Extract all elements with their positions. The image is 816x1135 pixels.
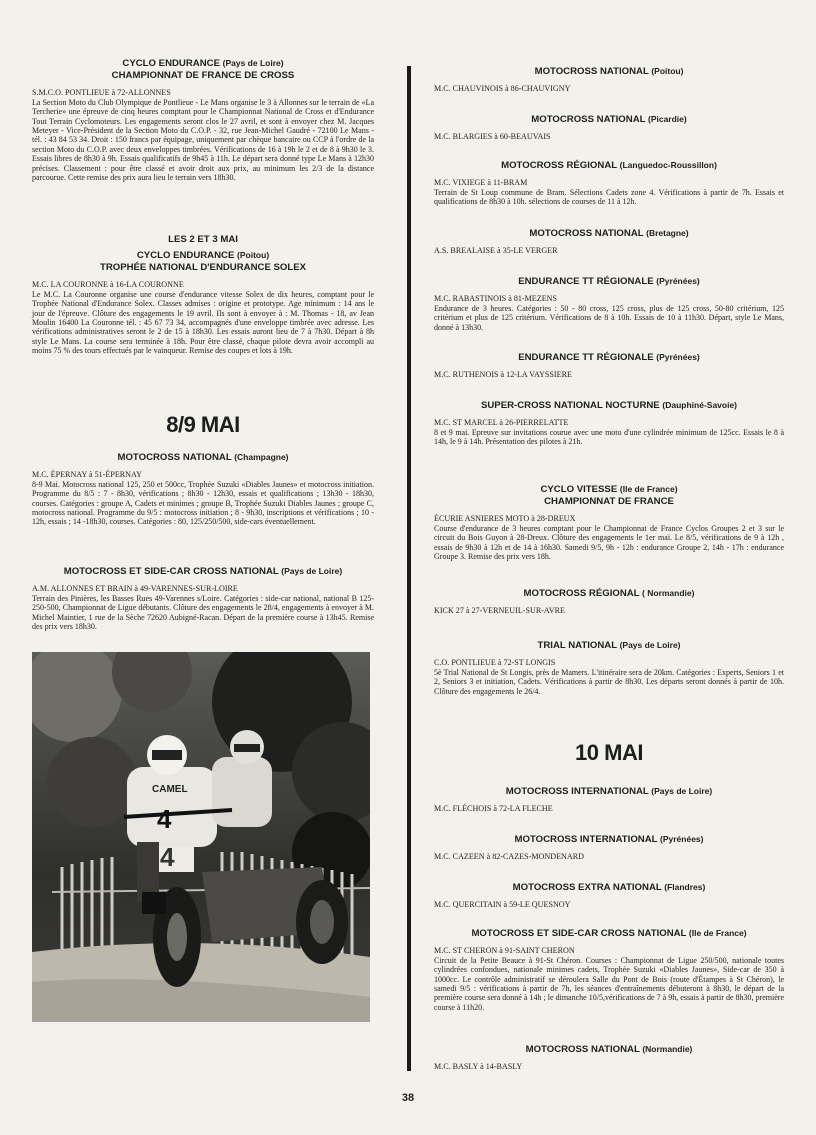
column-divider [407, 66, 411, 1071]
event-listing [434, 352, 784, 380]
organizer-club: M.C. ÉPERNAY à 51-ÉPERNAY [32, 469, 142, 479]
event-listing [32, 250, 374, 356]
event-region: (Flandres) [664, 882, 706, 892]
event-region: (Pays de Loire) [651, 786, 713, 796]
event-listing [434, 400, 784, 447]
event-heading [434, 1044, 784, 1056]
event-region: (Pays de Loire) [281, 566, 343, 576]
event-region: (Ile de France) [619, 484, 678, 494]
event-region: (Languedoc-Roussillon) [619, 160, 717, 170]
event-title: MOTOCROSS RÉGIONAL [523, 588, 640, 599]
event-title: MOTOCROSS NATIONAL [117, 452, 232, 463]
event-subtitle: CHAMPIONNAT DE FRANCE [544, 495, 674, 507]
event-listing [434, 588, 784, 616]
event-region: (Poitou) [651, 66, 684, 76]
event-description: 5è Trial National de St Longis, près de Mamers. L'itinéraire sera de 20km. Catégories : Experts, Seniors 1 et 2, Seniors 3 et initiation, Cadets. Vérifications à partir de 8h30. Les départs seront donnés à partir de 10h. Clôture des engagements le 26/4. [434, 667, 784, 696]
event-region: (Pyrénées) [656, 276, 700, 286]
event-heading [434, 484, 784, 496]
event-listing [434, 834, 784, 862]
event-heading [434, 352, 784, 364]
organizer-club: M.C. RABASTINOIS à 81-MEZENS [434, 293, 557, 303]
organizer-club: M.C. ST MARCEL à 26-PIERRELATTE [434, 417, 569, 427]
event-heading [434, 66, 784, 78]
event-description: Endurance de 3 heures. Catégories : 50 - 80 cross, 125 cross, plus de 125 cross, 50-80 critérium, 125 critérium et plus de 125 critérium. Vérifications de 8 à 10h. Essais de 10 à 11h30. Départ, style Le Mans, donné à 13h30. [434, 303, 784, 332]
event-title: MOTOCROSS ET SIDE-CAR CROSS NATIONAL [471, 928, 687, 939]
event-title: MOTOCROSS NATIONAL [529, 228, 644, 239]
event-heading [434, 588, 784, 600]
organizer-club: KICK 27 à 27-VERNEUIL-SUR-AVRE [434, 605, 565, 615]
event-heading [32, 250, 374, 262]
event-title: MOTOCROSS NATIONAL [525, 1044, 640, 1055]
organizer-club: M.C. QUERCITAIN à 59-LE QUESNOY [434, 899, 571, 909]
organizer-club: M.C. BASLY à 14-BASLY [434, 1061, 523, 1071]
event-region: (Normandie) [642, 1044, 693, 1054]
organizer-club: M.C. RUTHENOIS à 12-LA VAYSSIERE [434, 369, 572, 379]
event-title: MOTOCROSS INTERNATIONAL [514, 834, 658, 845]
event-title: MOTOCROSS INTERNATIONAL [505, 786, 649, 797]
event-title: MOTOCROSS ET SIDE-CAR CROSS NATIONAL [63, 566, 279, 577]
event-description: La Section Moto du Club Olympique de Pontlieue - Le Mans organise le 3 à Allonnes sur le terrain de «La Tercherie» une épreuve de cinq heures comptant pour le Championnat National de Cross et d'Endurance Tout Terrain Cyclomoteurs. Les engagements seront clos le 27 avril, et sont à envoyer chez M. Jacques Meteyer - Vice-Président de la Section Moto du C.O.P. - 32, rue Jean-Michel Gaudré - 72100 Le Mans - tél. : 43 84 53 34. Droit : 150 francs par équipage, uniquement par chèque bancaire ou CCP à l'ordre de la section Moto du C.O.P. avec deux enveloppes timbrées. Vérifications de 16 à 19h le 2 et de 8 à 9h30 le 3. Essais libres de 8h30 à 9h. Essais qualificatifs de 9h45 à 11h. Le départ sera donné type Le Mans à 12h30 précises. Classement : pour être classé et avoir droit aux prix, au minimum les 2/3 de la distance parcourue. Cette remise des prix aura lieu le terrain vers 18h30. [32, 97, 374, 183]
event-title: CYCLO ENDURANCE [122, 58, 220, 69]
date-heading [32, 412, 374, 438]
date-subheading-text: LES 2 ET 3 MAI [168, 234, 238, 245]
date-subheading [32, 234, 374, 246]
page-number: 38 [401, 1092, 415, 1104]
organizer-club: M.C. CAZEEN à 82-CAZES-MONDENARD [434, 851, 584, 861]
event-description: 8-9 Mai. Motocross national 125, 250 et 500cc, Trophée Suzuki «Diables Jaunes» et motocross initiation. Programme du 8/5 : 7 - 8h30, vérifications ; 8h30 - 12h30, essais et qualifications ; 13h30 - 18h30, courses. Catégories : groupe A, Cadets et minimes ; groupe B, Trophée Suzuki Diables Jaunes ; groupe C, motocross national. Programme du 9/5 : motocross initiation ; 8 - 9h30, inscriptions et vérifications ; 10 - 12h, essais ; 14 -18h30, courses. Catégories : 80, 125/250/500, side-cars éventuellement. [32, 479, 374, 527]
organizer-club: M.C. VIXIEGE à 11-BRAM [434, 177, 528, 187]
plate-race-number: 4 [160, 842, 175, 872]
date-heading-text: 8/9 MAI [166, 412, 240, 437]
event-title: TRIAL NATIONAL [537, 640, 617, 651]
event-heading [32, 58, 374, 70]
event-title: MOTOCROSS NATIONAL [531, 114, 646, 125]
organizer-club: ÉCURIE ASNIERES MOTO à 28-DREUX [434, 513, 576, 523]
event-heading [434, 228, 784, 240]
event-region: (Pays de Loire) [619, 640, 681, 650]
event-region: (Poitou) [237, 250, 270, 260]
event-region: (Picardie) [647, 114, 687, 124]
event-heading [434, 834, 784, 846]
event-description: Course d'endurance de 3 heures comptant pour le Championnat de France Cyclos Groupes 2 et 3 sur le circuit du Bois Guyon à 28-Dreux. Clôture des engagements le 1er mai. Le 8/5, vérifications de 9 à 12h , essais de 9h30 à 12h et de 14 à 16h30. Samedi 9/5, 9h - 12h : endurance Groupe 2, 14h - 17h : endurance Groupe 3. Remise des prix vers 18h. [434, 523, 784, 561]
organizer-club: M.C. ST CHERON à 91-SAINT CHERON [434, 945, 575, 955]
event-region: (Dauphiné-Savoie) [662, 400, 738, 410]
event-description: 8 et 9 mai. Epreuve sur invitations courue avec une moto d'une cylindrée minimum de 125cc. Essais le 8 à 14h, le 9 à 14h. Présentation des pilotes à 21h. [434, 427, 784, 447]
event-title: CYCLO ENDURANCE [136, 250, 235, 261]
event-heading [434, 928, 784, 940]
event-description: Le M.C. La Couronne organise une course d'endurance vitesse Solex de dix heures, comptant pour le Trophée National d'Endurance Solex. Classes admises : origine et prototype. Age minimum : 14 ans le jour de l'épreuve. Clôture des engagements le 19 avril. Ils sont à envoyer à : M. Thomas - 18, av Jean Moulin 16400 La Couronne tél. : 45 67 73 34, accompagnés d'une enveloppe timbrée avec adresse. Les vérifications administratives seront le 2 de 15 à 18h30. Les essais auront lieu de 7 à 7h30. Départ à 8h style Le Mans. La course sera terminée à 18h. Pour être classé, chaque pilote devra avoir accompli au moins 75 % des tours effectués par le vainqueur. Remise des coupes et lots à 19h. [32, 289, 374, 356]
event-listing [434, 786, 784, 814]
organizer-club: A.M. ALLONNES ET BRAIN à 49-VARENNES-SUR-LOIRE [32, 583, 238, 593]
event-listing [434, 928, 784, 1012]
event-listing [434, 882, 784, 910]
rider-bib-text: CAMEL [152, 784, 188, 795]
event-title: SUPER-CROSS NATIONAL NOCTURNE [480, 400, 660, 411]
event-listing [434, 484, 784, 561]
event-heading [434, 400, 784, 412]
event-region: (Ile de France) [688, 928, 747, 938]
organizer-club: A.S. BREALAISE à 35-LE VERGER [434, 245, 558, 255]
event-heading [434, 160, 784, 172]
event-region: (Champagne) [234, 452, 289, 462]
event-title: ENDURANCE TT RÉGIONALE [518, 276, 654, 287]
event-heading [434, 882, 784, 894]
date-heading-text: 10 MAI [575, 740, 643, 765]
event-listing [434, 160, 784, 207]
organizer-club: C.O. PONTLIEUE à 72-ST LONGIS [434, 657, 556, 667]
event-description: Terrain de St Loup commune de Bram. Sélections Cadets zone 4. Vérifications à partir de 7h. Essais et qualifications de 8h30 à 10h. sélections de courses de 11 à 12h. [434, 187, 784, 207]
event-listing [434, 66, 784, 94]
date-heading [434, 740, 784, 766]
organizer-club: M.C. LA COURONNE à 16-LA COURONNE [32, 279, 184, 289]
event-region: (Pyrénées) [656, 352, 700, 362]
event-region: (Pyrénées) [660, 834, 704, 844]
rider-race-number: 4 [157, 804, 172, 834]
event-region: (Bretagne) [646, 228, 689, 238]
event-listing [32, 452, 374, 527]
event-title: MOTOCROSS NATIONAL [534, 66, 649, 77]
event-listing [32, 58, 374, 183]
event-description: Circuit de la Petite Beauce à 91-St Chéron. Courses : Championnat de Ligue 250/500, nationale toutes cylindrées confondues, nationale minimes cadets, Trophée Suzuki «Diables Jaunes», Side-car de 350 à 1000cc. Le contrôle administratif se déroulera Salle du Pont de Bois (route d'Étampes à St Chéron), le samedi 9/5 : vérifications à partir de 7h, les séances d'entraînements débuteront à 8h30, le départ de la première course sera donné à 14h ; le dimanche 10/5,vérifications de 7 à 9h, essais à partir de 8h30, première course à 11h20. [434, 955, 784, 1012]
event-listing [434, 228, 784, 256]
event-subtitle: CHAMPIONNAT DE FRANCE DE CROSS [111, 69, 295, 81]
event-heading [434, 640, 784, 652]
event-title: ENDURANCE TT RÉGIONALE [518, 352, 654, 363]
event-listing [32, 566, 374, 631]
event-listing [434, 1044, 784, 1072]
organizer-club: M.C. FLÉCHOIS à 72-LA FLECHE [434, 803, 553, 813]
organizer-club: S.M.C.O. PONTLIEUE à 72-ALLONNES [32, 87, 171, 97]
organizer-club: M.C. CHAUVINOIS à 86-CHAUVIGNY [434, 83, 571, 93]
event-heading [434, 276, 784, 288]
event-listing [434, 640, 784, 696]
event-listing [434, 276, 784, 332]
event-listing [434, 114, 784, 142]
event-description: Terrain des Pinières, les Basses Rues 49-Varennes s/Loire. Catégories : side-car national, national B 125-250-500, Championnat de Ligue débutants. Clôture des engagements le 28/4, engagements à envoyer à M. Michel Maintier, 1 rue de la Sèche 72620 Aubigné-Racan. Départ de la première course à 13h45. Remise des prix vers 18h30. [32, 593, 374, 631]
event-title: MOTOCROSS RÉGIONAL [501, 160, 617, 171]
event-heading [434, 786, 784, 798]
event-heading [32, 452, 374, 464]
organizer-club: M.C. BLARGIES à 60-BEAUVAIS [434, 131, 551, 141]
sidecar-race-photo [32, 652, 370, 1022]
event-title: CYCLO VITESSE [540, 484, 618, 495]
event-title: MOTOCROSS EXTRA NATIONAL [512, 882, 662, 893]
event-heading [32, 566, 374, 578]
event-region: ( Normandie) [642, 588, 695, 598]
event-subtitle: TROPHÉE NATIONAL D'ENDURANCE SOLEX [99, 261, 307, 273]
event-heading [434, 114, 784, 126]
event-region: (Pays de Loire) [222, 58, 284, 68]
